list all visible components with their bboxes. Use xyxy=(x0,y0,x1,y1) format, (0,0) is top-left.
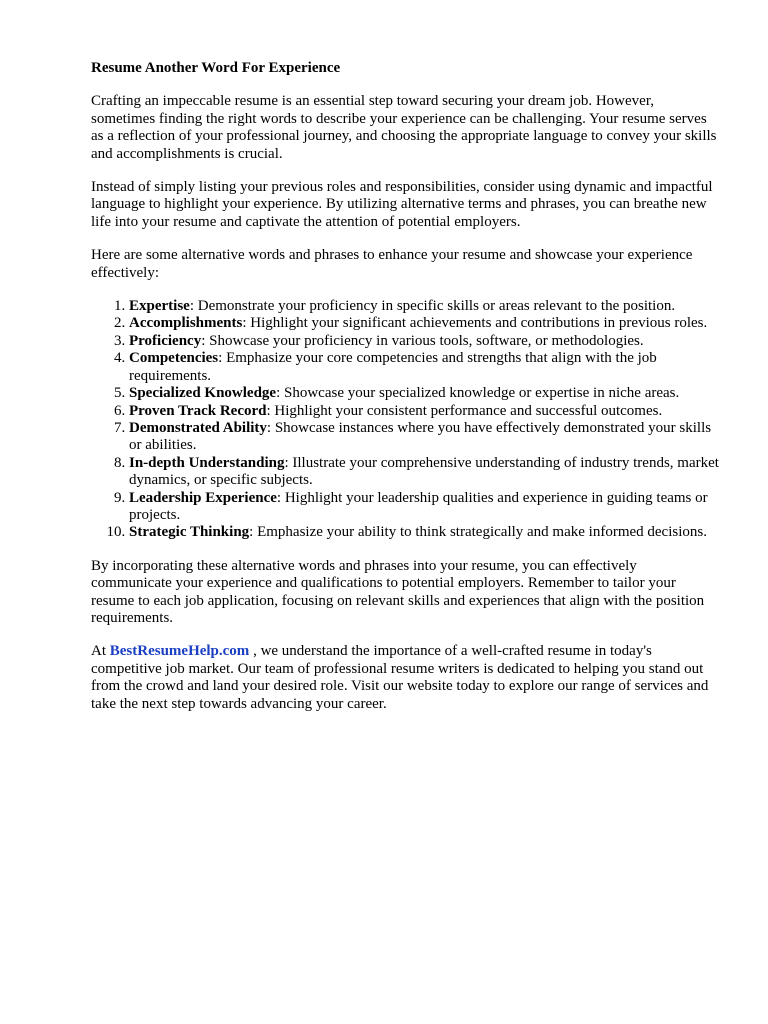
list-item-description: : Demonstrate your proficiency in specific skills or areas relevant to the position. xyxy=(189,298,676,315)
list-item-term: Accomplishments xyxy=(129,315,243,332)
list-item-term: Strategic Thinking xyxy=(129,524,250,541)
list-item-description: : Emphasize your core competencies and strengths that align with the job requirements. xyxy=(129,350,657,384)
promo-paragraph xyxy=(91,643,721,713)
list-item-term: Leadership Experience xyxy=(129,489,277,506)
language-paragraph: Instead of simply listing your previous roles and responsibilities, consider using dynamic and impactful language to highlight your experience. By utilizing alternative terms and phrases, you can breathe new life into your resume and captivate the attention of potential employers. xyxy=(91,179,713,230)
list-item-term: Expertise xyxy=(129,298,190,315)
list-item-description: : Emphasize your ability to think strategically and make informed decisions. xyxy=(249,524,707,541)
list-intro-paragraph: Here are some alternative words and phrases to enhance your resume and showcase your experience effectively: xyxy=(91,247,693,281)
list-item-description: : Highlight your leadership qualities and experience in guiding teams or projects. xyxy=(129,489,708,523)
list-item-description: : Showcase instances where you have effectively demonstrated your skills or abilities. xyxy=(129,419,712,454)
bestresumehelp-link[interactable]: BestResumeHelp.com xyxy=(109,643,250,660)
list-item-description: : Highlight your consistent performance and successful outcomes. xyxy=(266,402,663,419)
list-item-term: Proficiency xyxy=(129,332,202,349)
list-item-description: : Showcase your specialized knowledge or expertise in niche areas. xyxy=(276,385,680,402)
list-item xyxy=(129,298,721,315)
list-item xyxy=(129,455,721,490)
list-item xyxy=(129,420,721,455)
promo-prefix: At xyxy=(91,643,110,660)
promo-text: , we understand the importance of a well-crafted resume in today's competitive job market. Our team of professional resume writers is dedicated to helping you stand out from the crowd and land your desired role. Visit our website today to explore our range of services and take the next step towards advancing your career. xyxy=(91,643,709,712)
list-item xyxy=(129,403,721,420)
list-item-description: : Highlight your significant achievements and contributions in previous roles. xyxy=(242,315,708,332)
list-item-term: Proven Track Record xyxy=(129,402,267,419)
list-item xyxy=(129,490,721,525)
document-page xyxy=(91,60,721,729)
alternative-words-list xyxy=(91,298,721,542)
list-item xyxy=(129,350,721,385)
intro-paragraph: Crafting an impeccable resume is an essential step toward securing your dream job. However, sometimes finding the right words to describe your experience can be challenging. Your resume serves as a reflection of your professional journey, and choosing the appropriate language to convey your skills and accomplishments is crucial. xyxy=(91,93,717,162)
list-item-description: : Showcase your proficiency in various tools, software, or methodologies. xyxy=(201,332,644,349)
document-title: Resume Another Word For Experience xyxy=(91,60,341,76)
list-item xyxy=(129,524,721,541)
list-item-term: In-depth Understanding xyxy=(129,454,285,471)
list-item-term: Demonstrated Ability xyxy=(129,419,267,436)
list-item-term: Competencies xyxy=(129,350,219,367)
list-item xyxy=(129,333,721,350)
list-item-description: : Illustrate your comprehensive understanding of industry trends, market dynamics, or specific subjects. xyxy=(129,454,719,489)
closing-paragraph: By incorporating these alternative words and phrases into your resume, you can effectively communicate your experience and qualifications to potential employers. Remember to tailor your resume to each job application, focusing on relevant skills and experiences that align with the position requirements. xyxy=(91,557,705,626)
list-item-term: Specialized Knowledge xyxy=(129,385,277,402)
list-item xyxy=(129,385,721,402)
list-item xyxy=(129,315,721,332)
